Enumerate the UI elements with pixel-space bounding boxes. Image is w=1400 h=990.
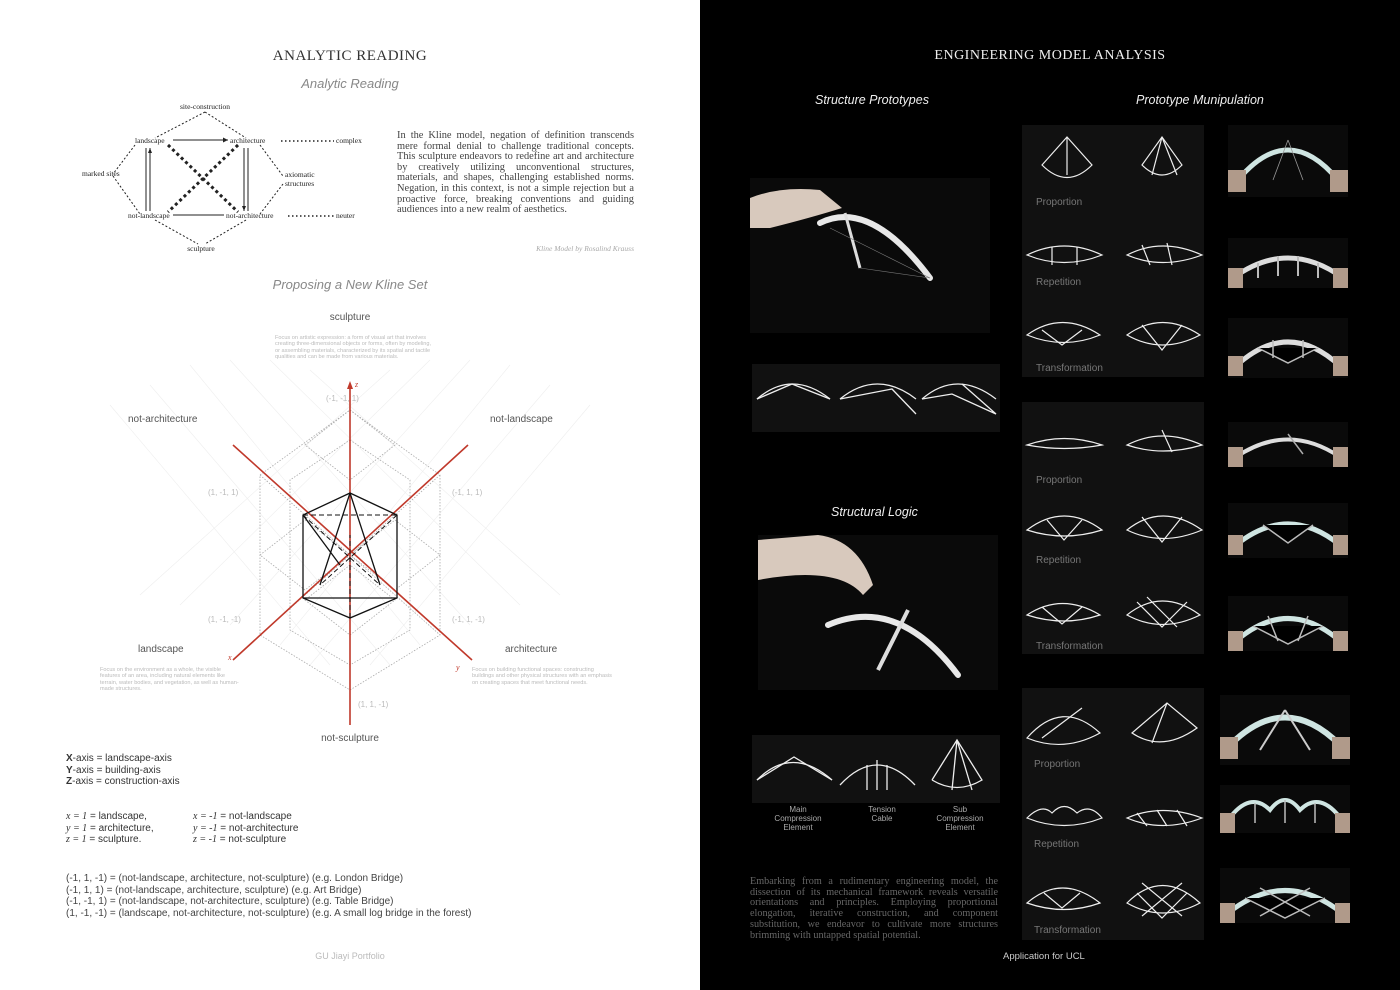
- components-strip: [752, 735, 1000, 803]
- landscape-description: Focus on the environment as a whole, the visible features of an area, including natural elements like terrain, water bodies, and vegetation, as well as human-made structures.: [100, 667, 239, 692]
- value-legend-line: y = 1 = architecture,: [66, 822, 154, 834]
- axis-legend-line: Y-axis = building-axis: [66, 764, 161, 776]
- kline-site-construction: site-construction: [180, 102, 230, 111]
- section-title-structural-logic: Structural Logic: [831, 505, 918, 519]
- manipulation-photo: [1228, 318, 1348, 378]
- value-legend-positive: [66, 811, 154, 846]
- manipulation-photo: [1228, 503, 1348, 558]
- architecture-description: Focus on building functional spaces: constructing buildings and other physical structures with an emphasis on creating spaces that meet functional needs.: [472, 667, 612, 686]
- prototype-photo: [750, 178, 990, 333]
- axis-legend-line: Z-axis = construction-axis: [66, 776, 180, 787]
- coord-top: (-1, -1, 1): [326, 394, 359, 403]
- label-repetition: Repetition: [1034, 839, 1080, 850]
- example-item: (-1, 1, 1) = (not-landscape, architecture, sculpture) (e.g. Art Bridge): [66, 884, 362, 896]
- left-footer: GU Jiayi Portfolio: [315, 951, 385, 961]
- manipulation-group-3-drawings: [1022, 688, 1204, 940]
- label-sub-compression: Sub Compression Element: [936, 805, 984, 832]
- manipulation-photo: [1228, 125, 1348, 197]
- axis-y-label: y: [456, 663, 460, 672]
- engineering-model-panel: [700, 0, 1400, 990]
- label-repetition: Repetition: [1036, 277, 1082, 288]
- label-transformation: Transformation: [1036, 363, 1103, 374]
- coord-upper-right: (-1, 1, 1): [452, 488, 483, 497]
- kline-diagram: [78, 98, 378, 263]
- coord-lower-right: (-1, 1, -1): [452, 615, 485, 624]
- value-legend-line: z = -1 = not-sculpture: [193, 834, 287, 845]
- hand-shape: [758, 535, 873, 595]
- value-legend-line: x = -1 = not-landscape: [193, 811, 292, 822]
- example-item: (-1, 1, -1) = (not-landscape, architecture, not-sculpture) (e.g. London Bridge): [66, 873, 404, 884]
- label-main-compression: Main Compression Element: [774, 805, 822, 832]
- value-legend-negative: [193, 811, 298, 846]
- engineering-paragraph: Embarking from a rudimentary engineering model, the dissection of its mechanical framework reveals versatile orientations and principles. Employing proportional elongation, iterative construction, and component substitution, we endeavor to cultivate more structures brimming with untapped spatial potential.: [750, 876, 998, 941]
- manipulation-photo: [1228, 422, 1348, 467]
- panel-title: ANALYTIC READING: [272, 48, 428, 64]
- label-sculpture: sculpture: [329, 312, 371, 323]
- example-item: (-1, -1, 1) = (not-landscape, not-architecture, sculpture) (e.g. Table Bridge): [66, 896, 394, 907]
- label-proportion: Proportion: [1036, 197, 1083, 208]
- axis-z-label: z: [355, 380, 359, 389]
- label-not-architecture: not-architecture: [128, 414, 198, 425]
- axis-legend-line: X-axis = landscape-axis: [66, 753, 172, 764]
- label-tension-cable: Tension Cable: [868, 805, 896, 823]
- kline-not-landscape: not-landscape: [128, 211, 170, 220]
- label-landscape: landscape: [138, 644, 184, 655]
- manipulation-photo: [1220, 868, 1350, 923]
- kline-sculpture: sculpture: [187, 244, 215, 253]
- kline-marked-sites: marked sites: [82, 169, 120, 178]
- example-item: (1, -1, -1) = (landscape, not-architecture, not-sculpture) (e.g. A small log bridge in the forest): [66, 907, 472, 919]
- label-transformation: Transformation: [1034, 925, 1101, 936]
- panel-title: ENGINEERING MODEL ANALYSIS: [934, 48, 1166, 63]
- manipulation-group-1-drawings: [1022, 125, 1204, 377]
- kline-neuter: neuter: [336, 211, 355, 220]
- coord-upper-left: (1, -1, 1): [208, 488, 239, 497]
- kline-complex: complex: [336, 136, 362, 145]
- value-legend-line: x = 1 = landscape,: [66, 811, 147, 822]
- manipulation-photo: [1220, 785, 1350, 833]
- axis-legend: [66, 753, 180, 788]
- kline-not-architecture: not-architecture: [226, 211, 274, 220]
- kline-axiomatic-1: axiomatic: [285, 170, 315, 179]
- coord-lower-left: (1, -1, -1): [208, 615, 241, 624]
- kline-paragraph: In the Kline model, negation of definition transcends mere formal denial to challenge traditional concepts. This sculpture endeavors to redefine art and architecture by creatively utilizing unconventional structures, materials, and shapes, challenging established norms. Negation, in this context, is not a simple rejection but a proactive force, breaking conventions and guiding audiences into a new realm of aesthetics.: [397, 130, 634, 216]
- label-repetition: Repetition: [1036, 555, 1082, 566]
- label-proportion: Proportion: [1034, 759, 1081, 770]
- section-title-manipulation: Prototype Munipulation: [1136, 93, 1264, 107]
- right-footer: Application for UCL: [1003, 951, 1085, 962]
- label-not-sculpture: not-sculpture: [321, 733, 379, 744]
- structural-logic-photo: [758, 535, 998, 690]
- section-title-prototypes: Structure Prototypes: [815, 93, 929, 107]
- label-architecture: architecture: [505, 644, 558, 655]
- proposing-title: Proposing a New Kline Set: [272, 277, 428, 292]
- kline-architecture: architecture: [230, 136, 266, 145]
- value-legend-line: z = 1 = sculpture.: [66, 834, 142, 845]
- label-proportion: Proportion: [1036, 475, 1083, 486]
- kline-landscape: landscape: [135, 136, 165, 145]
- sculpture-description: Focus on artistic expression: a form of visual art that involves creating three-dimensional objects or forms, often by modeling, or assembling materials, characterized by its spatial and tactile qualities and can be made from various materials.: [275, 335, 432, 360]
- manipulation-photo: [1228, 238, 1348, 288]
- manipulation-photo: [1220, 695, 1350, 765]
- manipulation-photo: [1228, 596, 1348, 651]
- examples-list: [66, 873, 471, 919]
- label-transformation: Transformation: [1036, 641, 1103, 652]
- value-legend-line: y = -1 = not-architecture: [193, 822, 299, 834]
- panel-subtitle: Analytic Reading: [301, 76, 399, 91]
- manipulation-group-2-drawings: [1022, 402, 1204, 654]
- coord-bottom: (1, 1, -1): [358, 700, 389, 709]
- prototype-strip: [752, 364, 1000, 432]
- kline-axiomatic-2: structures: [285, 179, 315, 188]
- label-not-landscape: not-landscape: [490, 414, 553, 425]
- axis-x-label: x: [228, 653, 232, 662]
- kline-credit: Kline Model by Rosalind Krauss: [536, 244, 634, 253]
